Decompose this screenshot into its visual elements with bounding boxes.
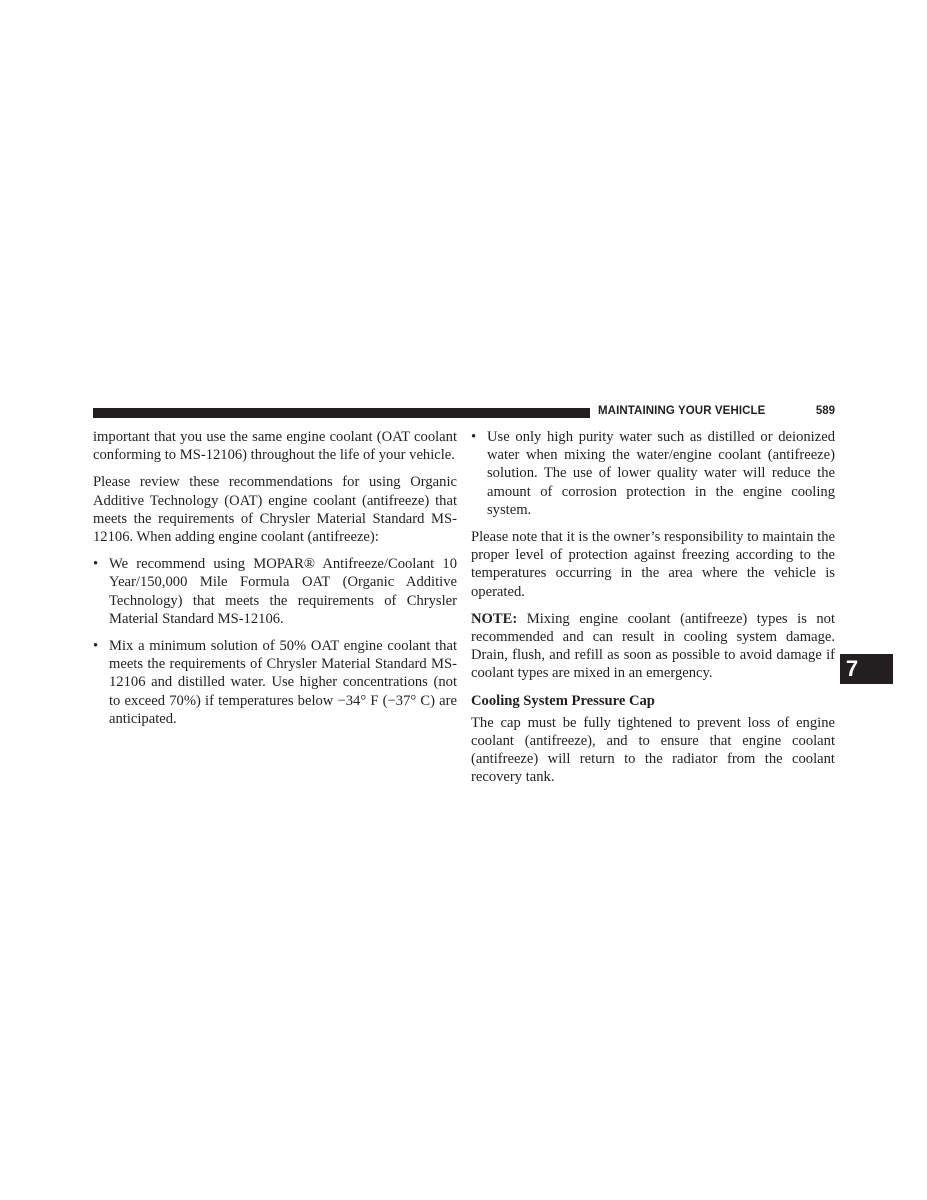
section-title: MAINTAINING YOUR VEHICLE	[598, 405, 766, 417]
bullet-list-right	[471, 428, 835, 519]
note-paragraph	[471, 610, 835, 683]
bullet-glyph: •	[93, 638, 99, 655]
list-item-text: Use only high purity water such as distilled or deionized water when mixing the water/engine coolant (antifreeze) solution. The use of lower quality water will reduce the amount of corrosion protection in the engine cooling system.	[487, 429, 835, 518]
list-item-text: Mix a minimum solution of 50% OAT engine coolant that meets the requirements of Chrysler Material Standard MS-12106 and distilled water. Use higher concentrations (not to exceed 70%) if temperatures below −34° F (−37° C) are anticipated.	[109, 638, 457, 727]
chapter-number: 7	[845, 656, 859, 681]
list-item-text: We recommend using MOPAR® Antifreeze/Coolant 10 Year/150,000 Mile Formula OAT (Organic Additive Technology) that meets the requirements of Chrysler Material Standard MS-12106.	[109, 556, 457, 627]
bullet-list-left	[93, 555, 457, 728]
left-column	[93, 428, 457, 737]
paragraph-recommendations: Please review these recommendations for using Organic Additive Technology (OAT) engine coolant (antifreeze) that meets the requirements of Chrysler Material Standard MS-12106. When adding engine coolant (antifreeze):	[93, 474, 457, 546]
bullet-glyph: •	[93, 556, 99, 573]
list-item	[93, 637, 457, 728]
section-heading: Cooling System Pressure Cap	[471, 692, 655, 709]
bullet-glyph: •	[471, 429, 477, 445]
paragraph-owner-responsibility: Please note that it is the owner’s responsibility to maintain the proper level of protection against freezing according to the temperatures occurring in the area where the vehicle is operated.	[471, 529, 835, 600]
paragraph-pressure-cap: The cap must be fully tightened to prevent loss of engine coolant (antifreeze), and to ensure that engine coolant (antifreeze) will return to the radiator from the coolant recovery tank.	[471, 714, 835, 786]
page-number: 589	[815, 405, 835, 417]
paragraph-continued: important that you use the same engine coolant (OAT coolant conforming to MS-12106) throughout the life of your vehicle.	[93, 429, 457, 464]
note-text: Mixing engine coolant (antifreeze) types is not recommended and can result in cooling system damage. Drain, flush, and refill as soon as possible to avoid damage if coolant types are mixed in an emergency.	[471, 610, 835, 682]
right-column	[471, 428, 835, 796]
header-rule	[93, 408, 590, 418]
list-item	[471, 428, 835, 519]
list-item	[93, 555, 457, 628]
chapter-tab	[840, 654, 893, 684]
note-label: NOTE:	[471, 610, 518, 627]
